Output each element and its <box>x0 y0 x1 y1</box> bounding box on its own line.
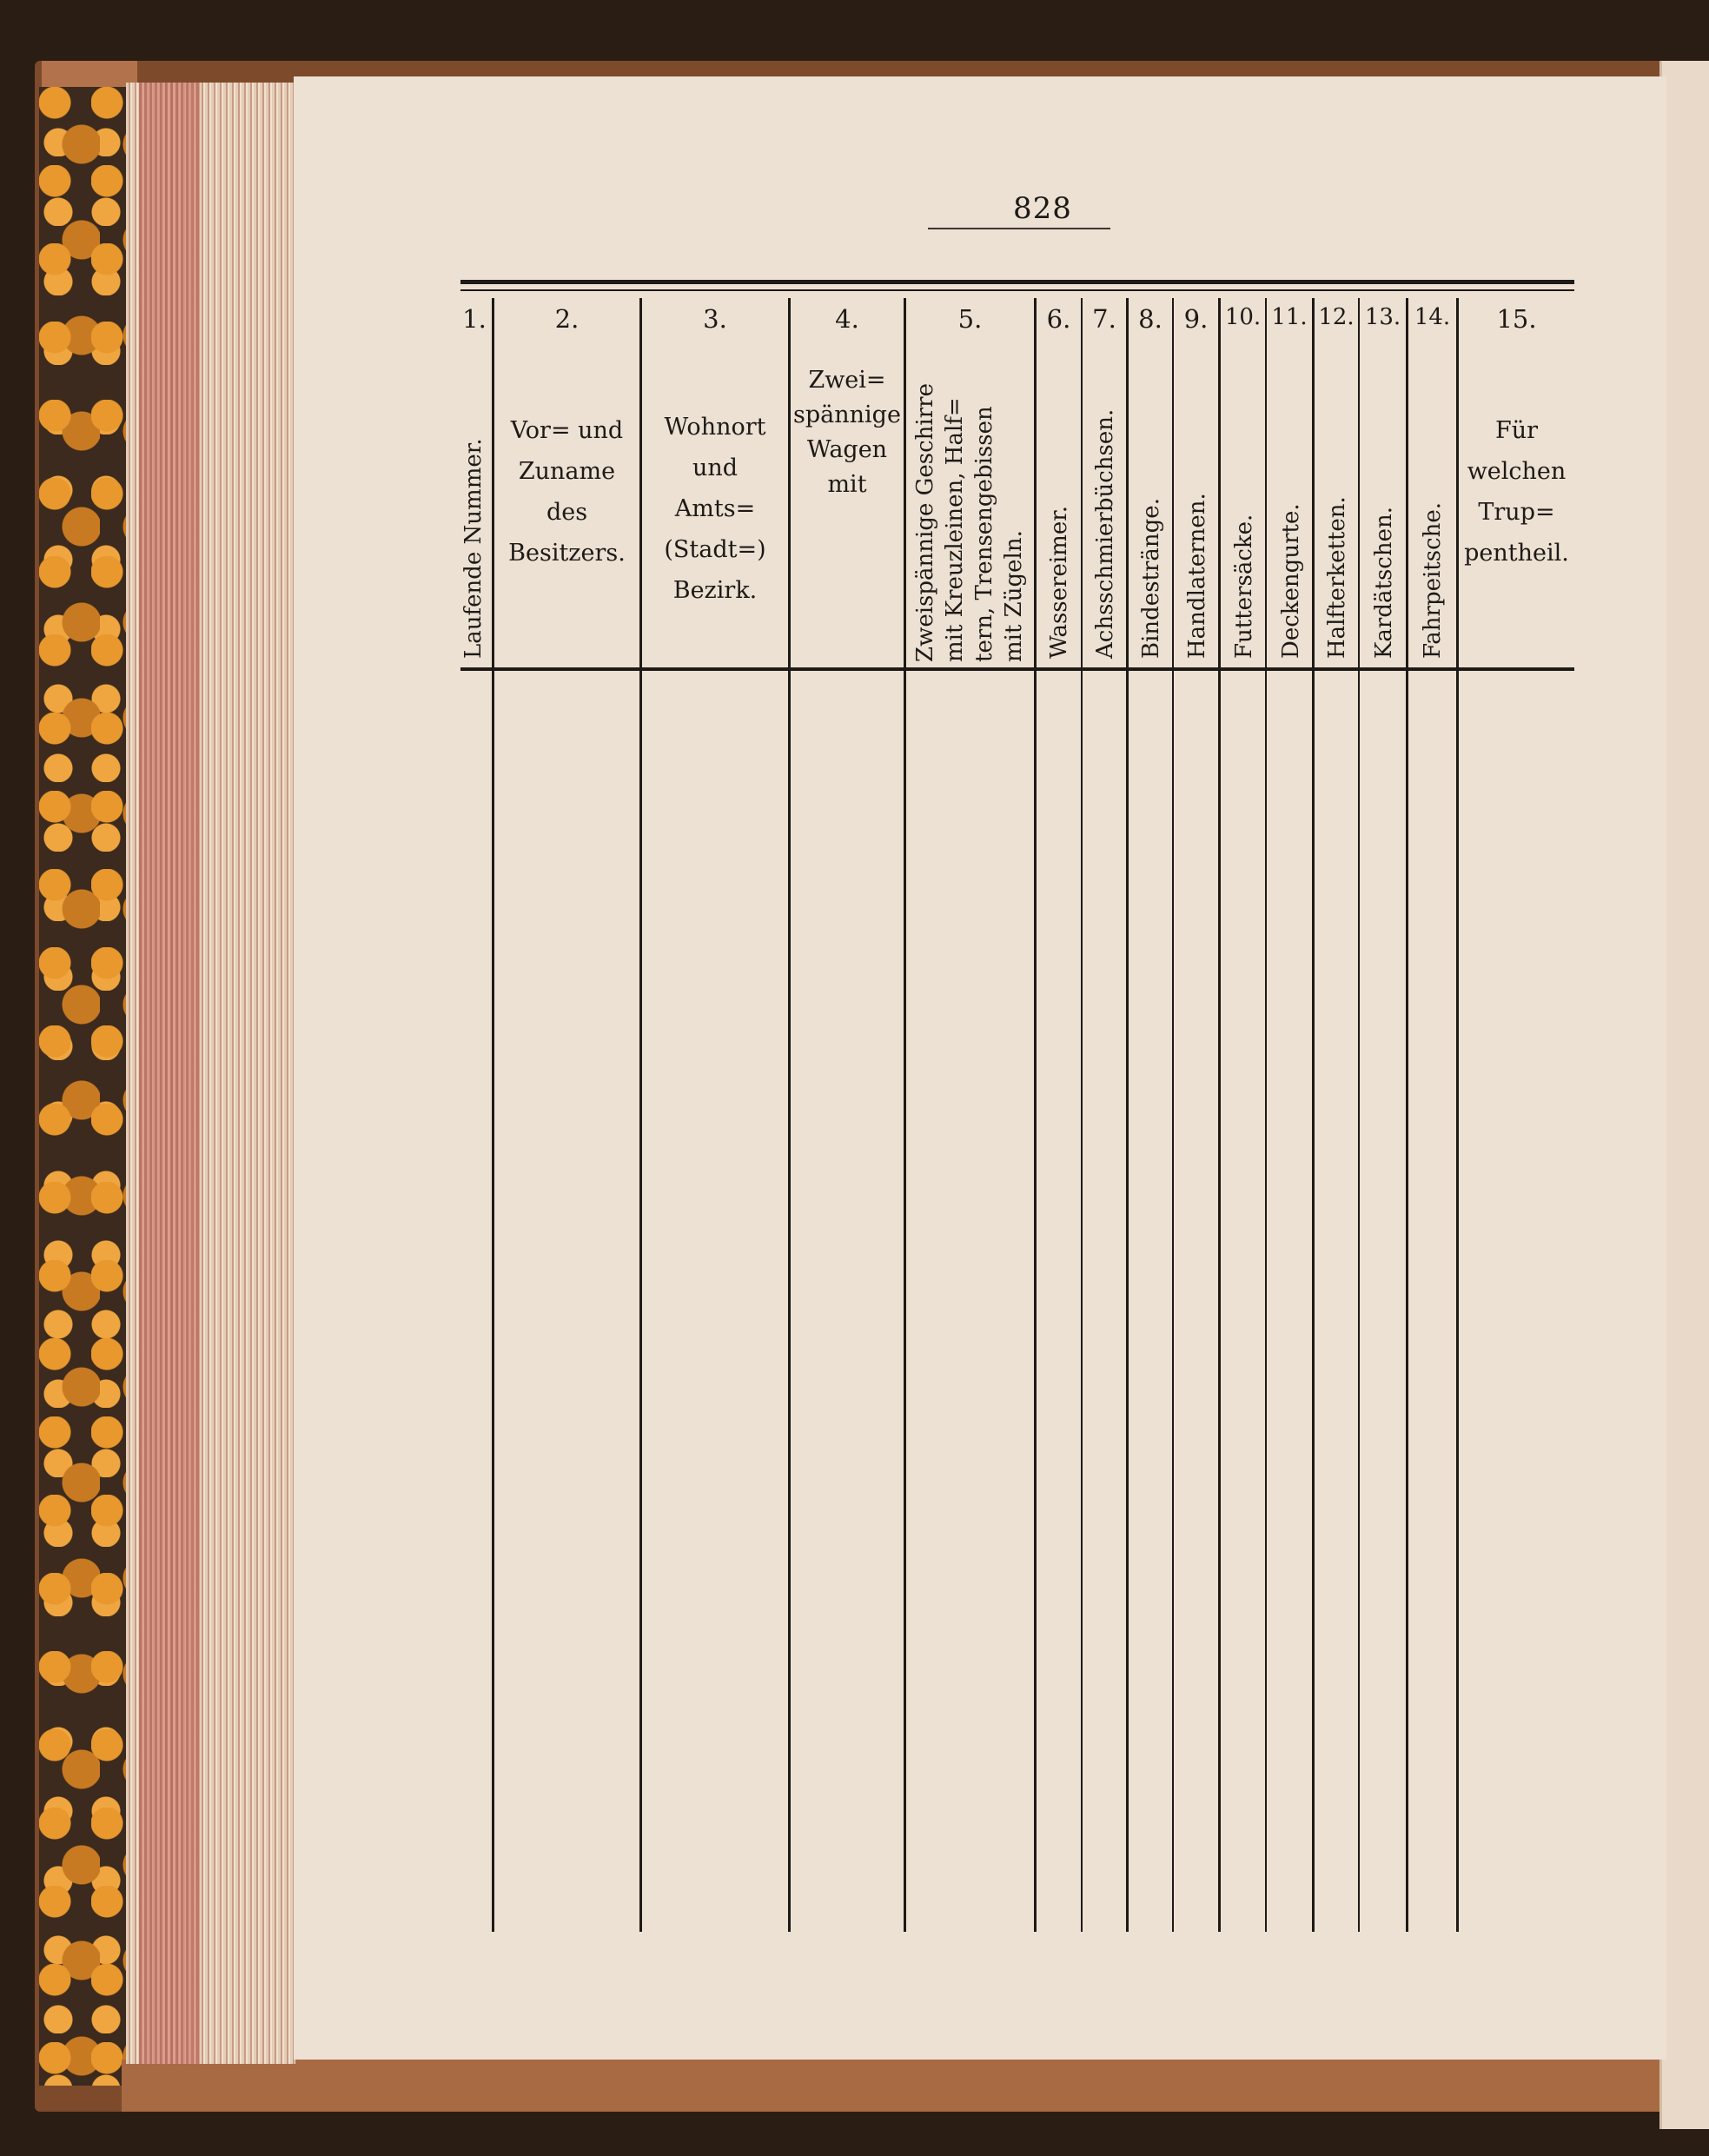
col-number-2: 2. <box>554 304 580 334</box>
red-page-edge <box>139 83 200 2064</box>
header-col-1: Laufende Nummer. <box>460 438 487 659</box>
page-number: 828 <box>1013 191 1072 226</box>
header-col-14: Fahrpeitsche. <box>1420 501 1446 659</box>
header-col-8: Bindestränge. <box>1138 498 1164 659</box>
marbled-cover <box>39 87 126 2086</box>
col-number-1: 1. <box>462 304 487 334</box>
col-number-5: 5. <box>957 304 983 334</box>
header-col-3: Wohnort und Amts= (Stadt=) Bezirk. <box>664 414 766 604</box>
header-col-15: Für welchen Trup= pentheil. <box>1464 417 1569 567</box>
col-separator <box>1034 298 1037 1932</box>
col-number-6: 6. <box>1046 304 1071 334</box>
col-number-4: 4. <box>835 304 859 334</box>
header-col-2: Vor= und Zuname des Besitzers. <box>508 417 626 567</box>
top-rule-thick <box>460 280 1574 284</box>
cover-bottom-edge <box>122 2060 1677 2112</box>
col-separator <box>1218 298 1221 1932</box>
col-separator <box>1172 298 1174 1932</box>
facing-page <box>1659 61 1709 2129</box>
header-col-4: Zwei= spännige Wagen mit <box>793 367 901 498</box>
header-col-7: Achsschmierbüchsen. <box>1092 408 1118 659</box>
col-number-15: 15. <box>1496 304 1537 334</box>
col-number-7: 7. <box>1092 304 1116 334</box>
header-col-10: Futtersäcke. <box>1231 514 1257 659</box>
page-number-rule <box>928 228 1110 229</box>
header-col-13: Kardätschen. <box>1371 507 1397 659</box>
col-number-9: 9. <box>1183 304 1209 334</box>
header-col-11: Deckengurte. <box>1278 503 1304 659</box>
col-number-3: 3. <box>703 304 727 334</box>
header-col-9: Handlaternen. <box>1184 493 1210 659</box>
col-separator <box>1312 298 1315 1932</box>
col-separator <box>788 298 791 1932</box>
col-separator <box>1406 298 1408 1932</box>
header-col-5: Zweispännige Geschirre mit Kreuzleinen, Half= tern, Trensengebissen mit Zügeln. <box>912 383 1027 662</box>
col-separator <box>1126 298 1129 1932</box>
col-separator <box>1081 298 1083 1932</box>
col-number-12: 12. <box>1318 304 1355 330</box>
col-separator <box>904 298 906 1932</box>
header-col-6: Wassereimer. <box>1046 505 1072 659</box>
col-separator <box>1358 298 1360 1932</box>
col-separator <box>1265 298 1267 1932</box>
col-number-13: 13. <box>1364 304 1401 330</box>
header-col-12: Halfterketten. <box>1324 496 1350 659</box>
col-number-11: 11. <box>1271 304 1308 330</box>
col-number-8: 8. <box>1138 304 1163 334</box>
col-number-10: 10. <box>1224 304 1262 330</box>
top-rule-thin <box>460 289 1574 291</box>
col-number-14: 14. <box>1414 304 1451 330</box>
